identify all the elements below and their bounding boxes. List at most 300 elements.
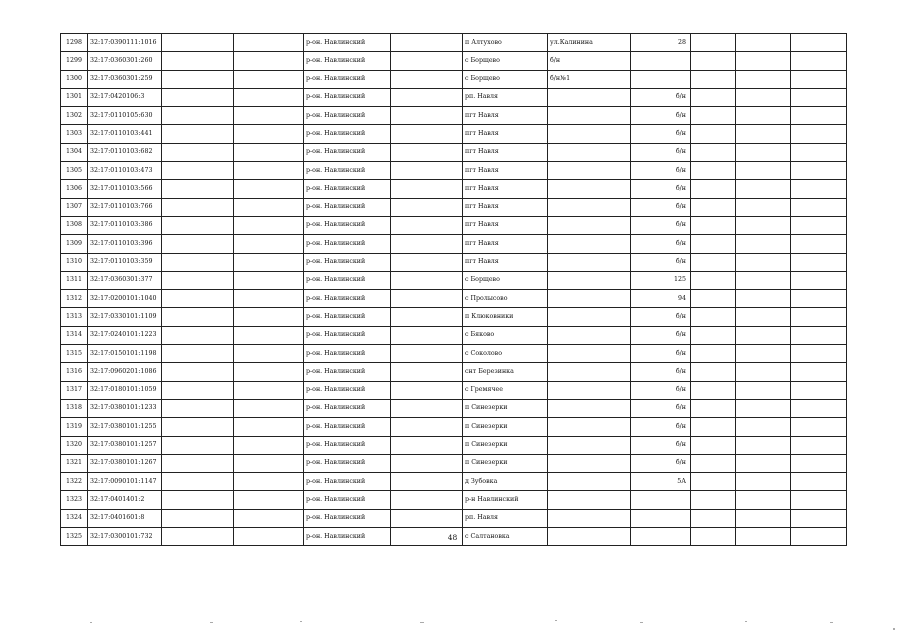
table-cell: р-он. Навлинский: [304, 509, 391, 527]
table-cell: 1305: [61, 162, 88, 180]
table-cell: [234, 491, 304, 509]
table-cell: [548, 381, 631, 399]
table-cell: с Борщево: [463, 271, 548, 289]
table-cell: [162, 326, 234, 344]
table-cell: [391, 381, 463, 399]
table-cell: б/н: [631, 143, 691, 161]
table-cell: [548, 125, 631, 143]
table-cell: [548, 509, 631, 527]
table-cell: [691, 235, 736, 253]
table-cell: [391, 180, 463, 198]
table-cell: [691, 436, 736, 454]
table-cell: [391, 326, 463, 344]
table-row: [61, 326, 847, 344]
table-cell: [391, 216, 463, 234]
table-cell: с Бяково: [463, 326, 548, 344]
table-cell: [548, 198, 631, 216]
table-cell: 32:17:0380101:1233: [88, 399, 162, 417]
table-row: [61, 399, 847, 417]
table-cell: [791, 326, 847, 344]
table-cell: б/н: [631, 399, 691, 417]
table-cell: [691, 216, 736, 234]
table-cell: [391, 198, 463, 216]
table-cell: [234, 216, 304, 234]
table-cell: [736, 418, 791, 436]
table-cell: [162, 399, 234, 417]
table-cell: [691, 345, 736, 363]
table-row: [61, 180, 847, 198]
table-body: [61, 34, 847, 546]
table-cell: [548, 491, 631, 509]
table-cell: 32:17:0110103:359: [88, 253, 162, 271]
table-cell: с Гремячее: [463, 381, 548, 399]
table-row: [61, 345, 847, 363]
table-cell: б/н: [631, 418, 691, 436]
table-cell: [791, 473, 847, 491]
table-cell: [791, 125, 847, 143]
table-cell: [391, 34, 463, 52]
table-cell: [234, 271, 304, 289]
table-cell: 32:17:0960201:1086: [88, 363, 162, 381]
table-cell: п Клюковники: [463, 308, 548, 326]
table-cell: [548, 363, 631, 381]
table-cell: б/н: [631, 235, 691, 253]
table-cell: [391, 125, 463, 143]
table-cell: 1325: [61, 528, 88, 546]
table-cell: б/н: [631, 107, 691, 125]
table-cell: [391, 70, 463, 88]
table-cell: 1322: [61, 473, 88, 491]
table-cell: [548, 418, 631, 436]
table-cell: [162, 290, 234, 308]
table-cell: пгт Навля: [463, 253, 548, 271]
table-cell: 1299: [61, 52, 88, 70]
table-cell: 32:17:0110103:473: [88, 162, 162, 180]
table-cell: [162, 418, 234, 436]
table-cell: с Пролысово: [463, 290, 548, 308]
table-cell: [548, 436, 631, 454]
table-cell: [736, 345, 791, 363]
table-cell: р-он. Навлинский: [304, 308, 391, 326]
table-cell: [791, 253, 847, 271]
table-row: [61, 216, 847, 234]
table-cell: [162, 345, 234, 363]
table-cell: р-он. Навлинский: [304, 216, 391, 234]
table-cell: [791, 198, 847, 216]
table-cell: рп. Навля: [463, 88, 548, 106]
table-cell: [391, 235, 463, 253]
table-cell: пгт Навля: [463, 107, 548, 125]
table-cell: [691, 162, 736, 180]
table-row: [61, 271, 847, 289]
table-cell: [691, 107, 736, 125]
table-cell: [548, 235, 631, 253]
table-cell: р-он. Навлинский: [304, 271, 391, 289]
table-cell: [691, 381, 736, 399]
table-cell: [736, 162, 791, 180]
table-cell: 32:17:0110103:566: [88, 180, 162, 198]
table-cell: [162, 473, 234, 491]
table-cell: [548, 473, 631, 491]
table-cell: р-он. Навлинский: [304, 235, 391, 253]
table-cell: р-он. Навлинский: [304, 436, 391, 454]
table-cell: р-он. Навлинский: [304, 381, 391, 399]
table-cell: [162, 143, 234, 161]
table-cell: [736, 271, 791, 289]
table-cell: [162, 308, 234, 326]
table-cell: 1306: [61, 180, 88, 198]
table-row: [61, 253, 847, 271]
table-cell: [391, 363, 463, 381]
table-cell: [391, 162, 463, 180]
table-cell: п Синезерки: [463, 454, 548, 472]
table-cell: [391, 52, 463, 70]
table-cell: 1324: [61, 509, 88, 527]
table-cell: [548, 326, 631, 344]
table-cell: [548, 271, 631, 289]
table-cell: [391, 271, 463, 289]
table-cell: р-он. Навлинский: [304, 345, 391, 363]
table-cell: [736, 363, 791, 381]
table-cell: р-он. Навлинский: [304, 198, 391, 216]
table-cell: [736, 509, 791, 527]
table-cell: [691, 52, 736, 70]
table-cell: р-он. Навлинский: [304, 253, 391, 271]
table-cell: 32:17:0380101:1267: [88, 454, 162, 472]
table-cell: [162, 253, 234, 271]
table-cell: [691, 271, 736, 289]
table-cell: [162, 88, 234, 106]
table-cell: 32:17:0380101:1257: [88, 436, 162, 454]
table-cell: пгт Навля: [463, 216, 548, 234]
table-row: [61, 290, 847, 308]
table-row: [61, 88, 847, 106]
table-cell: [791, 436, 847, 454]
table-cell: [234, 70, 304, 88]
registry-table: [60, 33, 847, 546]
table-row: [61, 436, 847, 454]
table-cell: [391, 253, 463, 271]
table-cell: [391, 308, 463, 326]
table-row: [61, 454, 847, 472]
table-cell: [736, 290, 791, 308]
table-cell: 32:17:0240101:1223: [88, 326, 162, 344]
table-cell: снт Березинка: [463, 363, 548, 381]
table-cell: 5А: [631, 473, 691, 491]
table-cell: с Соколово: [463, 345, 548, 363]
table-row: [61, 381, 847, 399]
table-cell: [548, 308, 631, 326]
table-cell: [691, 326, 736, 344]
table-cell: р-он. Навлинский: [304, 491, 391, 509]
table-cell: [791, 70, 847, 88]
table-cell: [162, 34, 234, 52]
table-cell: [234, 52, 304, 70]
table-cell: [691, 418, 736, 436]
table-row: [61, 107, 847, 125]
table-cell: р-он. Навлинский: [304, 107, 391, 125]
table-cell: [391, 454, 463, 472]
table-cell: [162, 235, 234, 253]
table-cell: [391, 473, 463, 491]
table-cell: [736, 143, 791, 161]
table-cell: 32:17:0360301:377: [88, 271, 162, 289]
table-cell: р-он. Навлинский: [304, 52, 391, 70]
table-cell: пгт Навля: [463, 180, 548, 198]
table-cell: [736, 180, 791, 198]
table-cell: 32:17:0110103:682: [88, 143, 162, 161]
table-cell: [691, 308, 736, 326]
table-cell: 1318: [61, 399, 88, 417]
table-row: [61, 162, 847, 180]
table-cell: 1301: [61, 88, 88, 106]
table-cell: [791, 88, 847, 106]
table-cell: [736, 454, 791, 472]
table-cell: [234, 88, 304, 106]
table-cell: 125: [631, 271, 691, 289]
table-cell: 32:17:0150101:1198: [88, 345, 162, 363]
table-cell: [234, 308, 304, 326]
table-cell: пгт Навля: [463, 198, 548, 216]
table-cell: [162, 52, 234, 70]
table-row: [61, 418, 847, 436]
table-cell: [791, 363, 847, 381]
table-row: [61, 70, 847, 88]
table-cell: 1320: [61, 436, 88, 454]
table-cell: [234, 454, 304, 472]
table-cell: [736, 107, 791, 125]
table-cell: [234, 34, 304, 52]
table-cell: 1300: [61, 70, 88, 88]
table-cell: б/н: [631, 198, 691, 216]
table-cell: [234, 290, 304, 308]
table-cell: 1311: [61, 271, 88, 289]
table-cell: [234, 399, 304, 417]
table-row: [61, 52, 847, 70]
table-cell: [791, 454, 847, 472]
table-cell: 28: [631, 34, 691, 52]
table-cell: 32:17:0180101:1059: [88, 381, 162, 399]
table-cell: [548, 107, 631, 125]
table-cell: [691, 143, 736, 161]
scan-noise: [0, 600, 905, 640]
table-cell: [691, 253, 736, 271]
table-cell: [391, 88, 463, 106]
table-cell: [631, 509, 691, 527]
table-cell: [548, 454, 631, 472]
table-cell: [162, 107, 234, 125]
table-cell: [162, 216, 234, 234]
table-cell: [162, 162, 234, 180]
table-cell: [691, 198, 736, 216]
table-cell: [162, 271, 234, 289]
table-cell: [736, 88, 791, 106]
table-cell: [736, 34, 791, 52]
table-cell: [548, 253, 631, 271]
table-cell: р-он. Навлинский: [304, 290, 391, 308]
table-cell: [631, 491, 691, 509]
table-cell: [391, 143, 463, 161]
table-cell: [791, 162, 847, 180]
table-cell: [736, 216, 791, 234]
table-cell: б/н№1: [548, 70, 631, 88]
table-cell: пгт Навля: [463, 235, 548, 253]
table-cell: 1309: [61, 235, 88, 253]
table-cell: б/н: [631, 308, 691, 326]
table-cell: с Борщево: [463, 52, 548, 70]
table-cell: [391, 436, 463, 454]
table-cell: б/н: [631, 216, 691, 234]
table-cell: [234, 162, 304, 180]
table-cell: [548, 162, 631, 180]
table-cell: [691, 399, 736, 417]
table-cell: 1315: [61, 345, 88, 363]
table-cell: [791, 308, 847, 326]
table-cell: п Синезерки: [463, 418, 548, 436]
table-row: [61, 491, 847, 509]
table-cell: [162, 491, 234, 509]
table-cell: 32:17:0110103:396: [88, 235, 162, 253]
table-cell: б/н: [631, 363, 691, 381]
table-cell: 32:17:0300101:732: [88, 528, 162, 546]
table-cell: ул.Калинина: [548, 34, 631, 52]
table-cell: 1307: [61, 198, 88, 216]
table-cell: б/н: [631, 180, 691, 198]
table-cell: р-он. Навлинский: [304, 88, 391, 106]
table-cell: [631, 52, 691, 70]
table-cell: 1298: [61, 34, 88, 52]
table-cell: [736, 381, 791, 399]
table-cell: [691, 88, 736, 106]
table-cell: [691, 473, 736, 491]
table-cell: пгт Навля: [463, 143, 548, 161]
table-cell: [234, 198, 304, 216]
table-cell: [791, 491, 847, 509]
table-cell: 1317: [61, 381, 88, 399]
table-row: [61, 143, 847, 161]
table-cell: [691, 363, 736, 381]
table-cell: [791, 52, 847, 70]
table-cell: [691, 509, 736, 527]
table-cell: [234, 473, 304, 491]
table-row: [61, 509, 847, 527]
table-cell: 1308: [61, 216, 88, 234]
table-cell: [162, 509, 234, 527]
table-cell: б/н: [631, 88, 691, 106]
table-cell: 32:17:0110103:766: [88, 198, 162, 216]
table-cell: [791, 143, 847, 161]
table-cell: п Синезерки: [463, 436, 548, 454]
table-cell: 32:17:0420106:3: [88, 88, 162, 106]
table-cell: [691, 180, 736, 198]
table-cell: [234, 143, 304, 161]
table-cell: р-он. Навлинский: [304, 363, 391, 381]
table-row: [61, 34, 847, 52]
table-cell: 32:17:0401601:8: [88, 509, 162, 527]
table-cell: р-он. Навлинский: [304, 473, 391, 491]
table-cell: [791, 271, 847, 289]
table-cell: б/н: [631, 162, 691, 180]
table-cell: [791, 399, 847, 417]
table-cell: [391, 418, 463, 436]
table-cell: 32:17:0390111:1016: [88, 34, 162, 52]
table-cell: 32:17:0110103:386: [88, 216, 162, 234]
table-cell: [691, 290, 736, 308]
table-cell: [234, 253, 304, 271]
table-cell: [162, 381, 234, 399]
table-cell: [162, 198, 234, 216]
table-cell: [736, 308, 791, 326]
table-cell: [234, 345, 304, 363]
table-cell: [234, 363, 304, 381]
table-cell: [548, 216, 631, 234]
table-cell: 32:17:0110103:441: [88, 125, 162, 143]
table-cell: 32:17:0360301:259: [88, 70, 162, 88]
table-cell: [736, 70, 791, 88]
table-cell: д Зубовка: [463, 473, 548, 491]
table-cell: р-он. Навлинский: [304, 326, 391, 344]
table-cell: 1321: [61, 454, 88, 472]
table-cell: р-н Навлинский: [463, 491, 548, 509]
table-cell: б/н: [631, 345, 691, 363]
table-cell: [234, 418, 304, 436]
table-cell: [162, 454, 234, 472]
table-cell: 1323: [61, 491, 88, 509]
table-cell: рп. Навля: [463, 509, 548, 527]
table-cell: [234, 326, 304, 344]
table-cell: б/н: [631, 454, 691, 472]
table-cell: [391, 345, 463, 363]
table-cell: 1303: [61, 125, 88, 143]
table-cell: [791, 180, 847, 198]
table-cell: [736, 436, 791, 454]
table-cell: [736, 253, 791, 271]
table-cell: 32:17:0360301:260: [88, 52, 162, 70]
table-cell: [791, 418, 847, 436]
table-cell: [791, 107, 847, 125]
table-cell: р-он. Навлинский: [304, 125, 391, 143]
table-cell: 32:17:0401401:2: [88, 491, 162, 509]
table-cell: [162, 125, 234, 143]
table-cell: 1313: [61, 308, 88, 326]
table-cell: с Борщево: [463, 70, 548, 88]
table-cell: р-он. Навлинский: [304, 454, 391, 472]
table-cell: р-он. Навлинский: [304, 143, 391, 161]
table-cell: [791, 381, 847, 399]
table-cell: [736, 399, 791, 417]
table-cell: р-он. Навлинский: [304, 180, 391, 198]
table-cell: 1302: [61, 107, 88, 125]
table-cell: [548, 143, 631, 161]
table-cell: [691, 454, 736, 472]
table-cell: [234, 125, 304, 143]
table-cell: [234, 107, 304, 125]
table-cell: [736, 125, 791, 143]
table-cell: [631, 70, 691, 88]
table-cell: 1310: [61, 253, 88, 271]
table-cell: р-он. Навлинский: [304, 34, 391, 52]
table-cell: [234, 509, 304, 527]
table-cell: [736, 52, 791, 70]
table-cell: [791, 290, 847, 308]
table-cell: [548, 399, 631, 417]
table-cell: п Алтухово: [463, 34, 548, 52]
table-cell: [391, 491, 463, 509]
table-cell: [391, 107, 463, 125]
table-cell: 1312: [61, 290, 88, 308]
table-cell: р-он. Навлинский: [304, 418, 391, 436]
table-cell: [548, 180, 631, 198]
